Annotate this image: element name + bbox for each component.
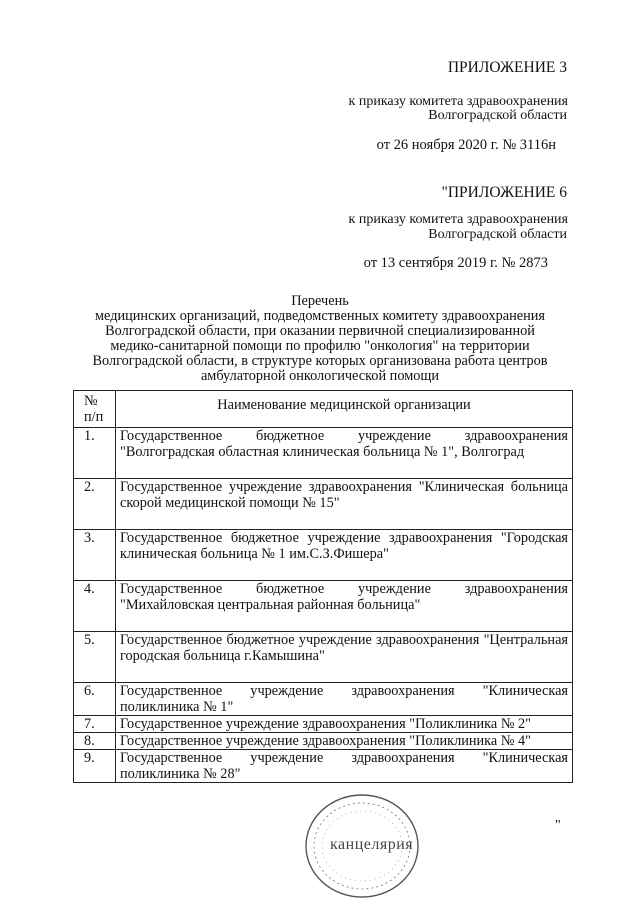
row-number: 6. bbox=[74, 683, 116, 716]
row-organization-name: Государственное бюджетное учреждение здравоохранения "Волгоградская областная клиническая больница № 1", Волгоград bbox=[116, 428, 573, 479]
table-row bbox=[74, 750, 573, 783]
table-row bbox=[74, 683, 573, 716]
table-row bbox=[74, 428, 573, 479]
row-number: 9. bbox=[74, 750, 116, 783]
row-organization-name: Государственное учреждение здравоохранения "Поликлиника № 2" bbox=[116, 716, 573, 733]
table-header-row bbox=[74, 391, 573, 428]
row-organization-name: Государственное бюджетное учреждение здравоохранения "Городская клиническая больница № 1 им.С.З.Фишера" bbox=[116, 530, 573, 581]
row-organization-name: Государственное бюджетное учреждение здравоохранения "Центральная городская больница г.Камышина" bbox=[116, 632, 573, 683]
appendix6-region-line: Волгоградской области bbox=[428, 227, 567, 242]
appendix3-title: ПРИЛОЖЕНИЕ 3 bbox=[447, 59, 567, 76]
row-organization-name: Государственное учреждение здравоохранения "Клиническая больница скорой медицинской помощи № 15" bbox=[116, 479, 573, 530]
row-number: 7. bbox=[74, 716, 116, 733]
closing-quote: " bbox=[555, 818, 561, 833]
table-row bbox=[74, 733, 573, 750]
table-row bbox=[74, 530, 573, 581]
row-number: 5. bbox=[74, 632, 116, 683]
appendix3-region-line: Волгоградской области bbox=[428, 108, 567, 123]
row-organization-name: Государственное бюджетное учреждение здравоохранения "Михайловская центральная районная больница" bbox=[116, 581, 573, 632]
row-number: 8. bbox=[74, 733, 116, 750]
appendix3-order-line: к приказу комитета здравоохранения bbox=[348, 94, 568, 109]
appendix6-order-line: к приказу комитета здравоохранения bbox=[348, 212, 568, 227]
appendix6-title: "ПРИЛОЖЕНИЕ 6 bbox=[441, 184, 567, 201]
row-organization-name: Государственное учреждение здравоохранения "Поликлиника № 4" bbox=[116, 733, 573, 750]
row-number: 2. bbox=[74, 479, 116, 530]
stamp-label: канцелярия bbox=[330, 836, 414, 853]
table-row bbox=[74, 716, 573, 733]
list-subtitle-line: амбулаторной онкологической помощи bbox=[200, 368, 440, 384]
table-row bbox=[74, 479, 573, 530]
row-number: 4. bbox=[74, 581, 116, 632]
row-number: 3. bbox=[74, 530, 116, 581]
row-organization-name: Государственное учреждение здравоохранения "Клиническая поликлиника № 1" bbox=[116, 683, 573, 716]
list-subtitle-line: медико-санитарной помощи по профилю "онкология" на территории bbox=[110, 338, 530, 354]
list-subtitle-line: медицинских организаций, подведомственных комитету здравоохранения bbox=[94, 308, 545, 324]
row-organization-name: Государственное учреждение здравоохранения "Клиническая поликлиника № 28" bbox=[116, 750, 573, 783]
table-row bbox=[74, 632, 573, 683]
organizations-table bbox=[73, 390, 573, 783]
header-number: № п/п bbox=[74, 391, 116, 428]
table-row bbox=[74, 581, 573, 632]
list-subtitle-line: Волгоградской области, в структуре которых организована работа центров bbox=[92, 353, 548, 369]
list-title: Перечень bbox=[291, 293, 349, 309]
appendix6-date: от 13 сентября 2019 г. № 2873 bbox=[363, 255, 548, 271]
header-organization-name: Наименование медицинской организации bbox=[116, 391, 573, 428]
list-subtitle-line: Волгоградской области, при оказании первичной специализированной bbox=[105, 323, 535, 339]
appendix3-date: от 26 ноября 2020 г. № 3116н bbox=[376, 137, 556, 153]
row-number: 1. bbox=[74, 428, 116, 479]
